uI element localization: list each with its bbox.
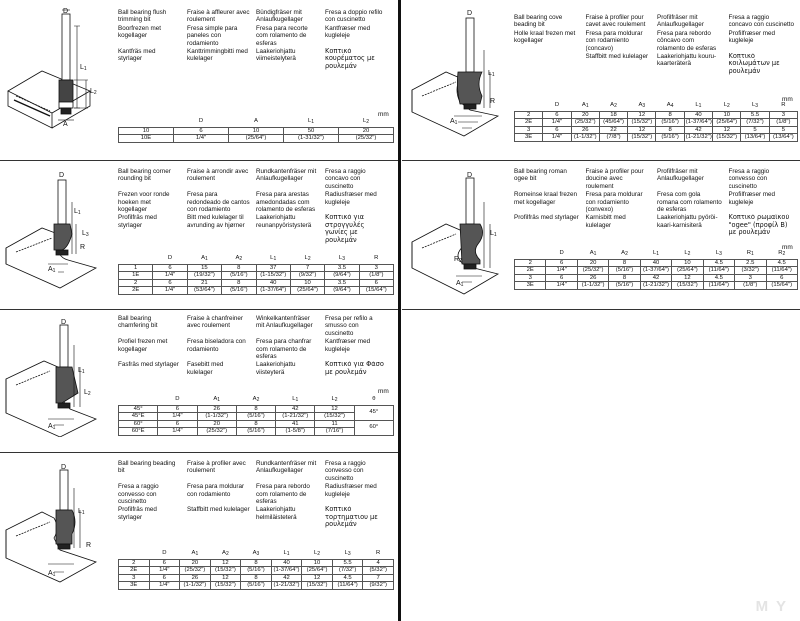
label-L3: $L_3$ bbox=[82, 230, 89, 238]
name-en: Ball bearing chamfering bit bbox=[118, 315, 158, 330]
table-row: 3E 1/4" (1-1/32") (7/8") (15/32") (5/16") (1-21/32") (15/32") (13/64") (13/64") bbox=[515, 134, 798, 142]
table-row: 2 6 20 18 12 8 40 10 5.5 3 bbox=[515, 111, 798, 119]
label-L1: $L_1$ bbox=[80, 64, 87, 72]
roman-ogee-names bbox=[514, 168, 794, 237]
roman-ogee-table: D $A_1$ $A_2$ $L_1$ $L_2$ $L_3$ $R_1$ $R_2$ 2 6 20 8 40 10 4.5 2.5 4.5 2E 1/4" (25/32") (5/16") (1-37/64") (25/64") (11/64") (3/32") (11/64") 3 6 26 8 42 12 4.5 3 6 3E 1/4" (1-1/32") (5/16") (1-21/32") (15/32") (11/64") (1/8") (15/64") bbox=[514, 249, 798, 290]
table-row: 10 6 10 50 20 bbox=[119, 127, 394, 135]
beading-table: D $A_1$ $A_2$ $A_3$ $L_1$ $L_2$ $L_3$ R 2 6 20 12 8 40 10 5.5 4 2E 1/4" (25/32") (15/32") (5/16") (1-37/64") (25/64") (7/32") (5/32") 3 6 26 12 8 42 12 4.5 7 3E 1/4" (1-1/32") (15/32") (5/16") (1-21/32") (15/32") (11/64") (9/32") bbox=[118, 549, 394, 590]
name-nl: Profiel frezen met kogellager bbox=[118, 338, 168, 353]
chamfering-names bbox=[118, 315, 388, 376]
name-es: Fresa para moldurar con rodamiento (convexo) bbox=[585, 191, 643, 214]
name-no: Karnisbitt med kulelager bbox=[585, 214, 626, 229]
name-en: Ball bearing cove beading bit bbox=[514, 14, 563, 29]
name-fr: Fraise à chanfreiner avec roulement bbox=[187, 315, 243, 330]
name-sv: Fasfräs med styrlager bbox=[118, 361, 179, 369]
name-pt: Fresa para chanfrar com rolamento de esferas bbox=[256, 338, 312, 361]
name-pt: Fresa para recorte com rolamento de esferas bbox=[256, 24, 308, 47]
label-A1: $A_1$ bbox=[48, 570, 56, 578]
table-row: 2E 1/4" (25/32") (5/16") (1-37/64") (25/64") (11/64") (3/32") (11/64") bbox=[515, 267, 798, 275]
name-it: Fresa a raggio concavo con cuscinetto bbox=[325, 168, 366, 190]
name-fi: Laakeriohjattu helmiläisteterä bbox=[256, 506, 297, 521]
name-pt: Fresa para arestas amedondadas com rolamento de esferas bbox=[256, 191, 316, 214]
name-pt: Fresa com gola romana com rolamento de esferas bbox=[657, 191, 722, 214]
name-da: Radiusfræser med kugleleje bbox=[325, 483, 377, 498]
name-da: Profilfræser med kugleleje bbox=[728, 191, 776, 206]
unit-label: mm bbox=[378, 111, 389, 118]
name-en: Ball bearing corner rounding bit bbox=[118, 168, 171, 183]
column-divider bbox=[398, 0, 401, 621]
table-row: 2 6 20 8 40 10 4.5 2.5 4.5 bbox=[515, 259, 798, 267]
name-fi: Laakeriohjattu viisteyterä bbox=[256, 361, 296, 376]
name-sv: Profilfräs med styrlager bbox=[514, 214, 579, 222]
name-it: Fresa a raggio convesso con cuscinetto bbox=[728, 168, 770, 190]
name-fi: Laakeriohjattu reunanpyöristysterä bbox=[256, 214, 312, 229]
section-corner-rounding bbox=[0, 162, 398, 310]
label-L1: $L_1$ bbox=[78, 508, 85, 516]
label-D: D bbox=[467, 172, 473, 179]
table-row: 3 6 26 12 8 42 12 4.5 7 bbox=[119, 574, 394, 582]
table-row: 10E 1/4" (25/64") (1-31/32") (25/32") bbox=[119, 135, 394, 143]
name-da: Profilfræser med kugleleje bbox=[728, 29, 776, 45]
section-divider bbox=[0, 309, 398, 310]
name-el: Κοπτικό για στρογγυλές γωνίες με ρουλεμάν bbox=[325, 214, 365, 244]
section-divider bbox=[0, 452, 398, 453]
name-sv: Profilfräs med styrlager bbox=[118, 506, 157, 521]
label-R1: $R_2$ bbox=[454, 256, 462, 264]
name-es: Fresa simple para paneles con rodamiento bbox=[187, 24, 238, 47]
unit-label: mm bbox=[782, 244, 793, 251]
name-de: Bündigfräser mit Anlaufkugellager bbox=[256, 9, 303, 24]
section-divider bbox=[402, 160, 800, 161]
beading-illustration bbox=[2, 464, 106, 590]
name-sv: Kantfräs med styrlager bbox=[118, 48, 156, 63]
beading-names bbox=[118, 460, 388, 529]
cove-beading-table: D $A_1$ $A_2$ $A_3$ $A_4$ $L_1$ $L_2$ $L_3$ R 2 6 20 18 12 8 40 10 5.5 3 2E 1/4" (25/32") (45/64") (15/32") (5/16") (1-37/64") (25/64") (7/32") (1/8") 3 6 26 22 12 8 42 12 5 5 3E 1/4" (1-1/32") (7/8") (15/32") (5/16") (1-21/32") (15/32") (13/64") (13/64") bbox=[514, 101, 798, 142]
name-de: Profilfräser mit Anlaufkugellager bbox=[657, 168, 704, 183]
name-fi: Laakeriohjattu kouru-kaarteräterä bbox=[657, 53, 717, 68]
corner-rounding-illustration bbox=[2, 172, 106, 290]
label-R: R bbox=[86, 542, 92, 549]
label-A: A bbox=[63, 121, 68, 128]
label-L1: $L_1$ bbox=[490, 230, 497, 238]
table-row: 1 6 15 8 37 7 3.5 3 bbox=[119, 264, 394, 272]
table-row: 2E 1/4" (25/32") (45/64") (15/32") (5/16") (1-37/64") (25/64") (7/32") (1/8") bbox=[515, 119, 798, 127]
chamfering-illustration bbox=[2, 319, 106, 437]
name-nl: Fresa a raggio convesso con cuscinetto bbox=[118, 483, 159, 506]
name-fr: Fraise à profiler pour cavet avec roulement bbox=[585, 14, 646, 29]
label-A: $A_1$ bbox=[450, 118, 458, 126]
name-pt: Fresa para rebordo côncavo com rolamento de esferas bbox=[657, 29, 717, 52]
name-no: Bitt med kulelager til avrunding av hjørner bbox=[187, 214, 245, 229]
section-beading bbox=[0, 454, 398, 621]
name-fi: Laakeriohjattu viimeistelyterä bbox=[256, 48, 296, 63]
name-no: Fasebitt med kulelager bbox=[187, 361, 224, 376]
col-header bbox=[119, 117, 174, 127]
section-roman-ogee bbox=[402, 162, 800, 310]
corner-rounding-table: D $A_1$ $A_2$ $L_1$ $L_2$ $L_3$ R 1 6 15 8 37 7 3.5 3 1E 1/4" (19/32") (5/16") (1-15/32") (9/32") (9/64") (1/8") 2 6 21 8 40 10 3.5 6 2E 1/4" (53/64") (5/16") (1-37/64") (25/64") (9/64") (15/64") bbox=[118, 254, 394, 295]
table-row: 60° 6 20 8 41 11 60° bbox=[119, 420, 394, 428]
section-chamfering bbox=[0, 311, 398, 451]
flush-trimming-names bbox=[118, 9, 388, 70]
section-cove-beading bbox=[402, 0, 800, 162]
section-divider bbox=[0, 160, 398, 161]
table-row: 3E 1/4" (1-1/32") (5/16") (1-21/32") (15/32") (11/64") (1/8") (15/64") bbox=[515, 282, 798, 290]
name-es: Fresa para moldurar con rodamiento bbox=[187, 483, 245, 498]
name-da: Radiusfræser med kugleleje bbox=[325, 191, 377, 206]
name-pt: Fresa para rebordo com rolamento de esferas bbox=[256, 483, 310, 506]
name-no: Staffbitt med kulelager bbox=[187, 506, 250, 514]
label-R: R bbox=[80, 244, 86, 251]
table-row: 45° 6 26 8 42 12 45° bbox=[119, 405, 394, 413]
name-it: Fresa a doppio refilo con cuscinetto bbox=[325, 9, 383, 24]
label-L1: $L_1$ bbox=[488, 70, 495, 78]
table-row: 60°E 1/4" (25/32") (5/16") (1-5/8") (7/16") bbox=[119, 428, 394, 436]
name-nl: Boorfrezen met kogellager bbox=[118, 24, 162, 40]
name-nl: Holle kraal frezen met kogellager bbox=[514, 29, 576, 45]
section-flush-trimming bbox=[0, 0, 398, 162]
table-row: 2 6 21 8 40 10 3.5 6 bbox=[119, 279, 394, 287]
label-R: R bbox=[490, 98, 496, 105]
col-header: D bbox=[174, 117, 229, 127]
flush-trimming-table bbox=[118, 117, 394, 143]
cove-beading-names bbox=[514, 14, 794, 75]
name-es: Fresa biseladora con rodamiento bbox=[187, 338, 246, 353]
name-it: Fresa per refilo a smusso con cuscinetto bbox=[325, 315, 373, 337]
name-en: Ball bearing beading bit bbox=[118, 460, 176, 475]
label-D: D bbox=[467, 10, 473, 17]
table-row: 2 6 20 12 8 40 10 5.5 4 bbox=[119, 559, 394, 567]
table-row: 1E 1/4" (19/32") (5/16") (1-15/32") (9/32") (9/64") (1/8") bbox=[119, 272, 394, 280]
col-header: $L_1$ bbox=[284, 117, 339, 127]
name-sv: Profilfräs med styrlager bbox=[118, 214, 157, 229]
name-no: Kanttrimmingbitti med kulelager bbox=[187, 48, 248, 63]
table-row: 3 6 26 22 12 8 42 12 5 5 bbox=[515, 126, 798, 134]
label-L1: $L_1$ bbox=[78, 367, 85, 375]
name-it: Fresa a raggio concavo con cuscinetto bbox=[728, 14, 794, 29]
name-es: Fresa para redondeado de cantos con rodamiento bbox=[187, 191, 250, 214]
col-header: $L_2$ bbox=[339, 117, 394, 127]
name-it: Fresa a raggio convesso con cuscinetto bbox=[325, 460, 366, 482]
name-el: Κοπτικό τορτηματιου με ρουλεμάν bbox=[325, 506, 378, 529]
label-A1: $A_1$ bbox=[48, 423, 56, 431]
label-D: D bbox=[61, 464, 67, 471]
label-A1: $A_1$ bbox=[456, 280, 464, 288]
name-fr: Fraise à profiler avec roulement bbox=[187, 460, 246, 475]
name-de: Rundkantenfräser mit Anlaufkugellager bbox=[256, 460, 317, 475]
name-el: Κοπτικό ρωμαϊκού "ogee" (προφίλ Β) με ρουλεμάν bbox=[728, 214, 790, 237]
unit-label: mm bbox=[378, 388, 389, 395]
name-nl: Romeinse kraal frezen met kogellager bbox=[514, 191, 577, 206]
table-row: 3E 1/4" (1-1/32") (15/32") (5/16") (1-21/32") (15/32") (11/64") (9/32") bbox=[119, 582, 394, 590]
table-row: 2E 1/4" (25/32") (15/32") (5/16") (1-37/64") (25/64") (7/32") (5/32") bbox=[119, 567, 394, 575]
corner-rounding-names bbox=[118, 168, 388, 244]
table-row: 2E 1/4" (53/64") (5/16") (1-37/64") (25/64") (9/64") (15/64") bbox=[119, 287, 394, 295]
label-L2: $L_2$ bbox=[90, 88, 97, 96]
name-fr: Fraise à arrondir avec roulement bbox=[187, 168, 249, 183]
name-nl: Frezen voor ronde hoeken met kogellager bbox=[118, 191, 170, 214]
name-de: Profilfräser mit Anlaufkugellager bbox=[657, 14, 704, 29]
cove-beading-illustration bbox=[410, 10, 510, 140]
label-L2: $L_2$ bbox=[84, 389, 91, 397]
unit-label: mm bbox=[782, 96, 793, 103]
name-en: Ball bearing roman ogee bit bbox=[514, 168, 567, 183]
name-de: Rundkantenfräser mit Anlaufkugellager bbox=[256, 168, 317, 183]
table-row: 3 6 26 8 42 12 4.5 3 6 bbox=[515, 274, 798, 282]
name-da: Kantfræser med kugleleje bbox=[325, 24, 371, 40]
roman-ogee-illustration bbox=[410, 172, 510, 296]
name-fr: Fraise à affleurer avec roulement bbox=[187, 9, 250, 24]
name-fr: Fraise à profiler pour doucine avec roulement bbox=[585, 168, 644, 190]
name-en: Ball bearing flush trimming bit bbox=[118, 9, 167, 24]
name-es: Fresa para moldurar con rodamiento (concavo) bbox=[585, 29, 643, 52]
watermark: M Y bbox=[755, 598, 788, 615]
table-row: 45°E 1/4" (1-1/32") (5/16") (1-21/32") (15/32") bbox=[119, 413, 394, 421]
flush-trimming-illustration bbox=[2, 8, 102, 136]
name-fi: Laakeriohjattu pyöröi-kaari-karnisiterä bbox=[657, 214, 718, 229]
name-sv bbox=[514, 53, 580, 75]
name-el: Κοπτικό κοιλωμάτων με ρουλεμάν bbox=[728, 53, 780, 75]
label-D: D bbox=[61, 319, 67, 326]
name-da: Kantfræser med kugleleje bbox=[325, 338, 371, 353]
chamfering-table: D $A_1$ $A_2$ $L_1$ $L_2$ θ 45° 6 26 8 42 12 45° 45°E 1/4" (1-1/32") (5/16") (1-21/32") (15/32") 60° 6 20 8 41 11 60° 60°E 1/4" (25/32") (5/16") (1-5/8") (7/16") bbox=[118, 395, 394, 436]
label-A1: $A_1$ bbox=[48, 266, 56, 274]
label-D: D bbox=[59, 172, 65, 179]
label-L1: $L_1$ bbox=[74, 208, 81, 216]
col-header: A bbox=[229, 117, 284, 127]
name-el: Κοπτικό για Φάσο με ρουλεμάν bbox=[325, 361, 384, 376]
label-D: D bbox=[63, 8, 69, 15]
section-divider bbox=[402, 309, 800, 310]
name-de: Winkelkantenfräser mit Anlaufkugellager bbox=[256, 315, 313, 330]
name-el: Κοπτικό κουρέματος με ρουλεμάν bbox=[325, 48, 375, 70]
name-no: Staffbitt med kulelager bbox=[585, 53, 649, 61]
